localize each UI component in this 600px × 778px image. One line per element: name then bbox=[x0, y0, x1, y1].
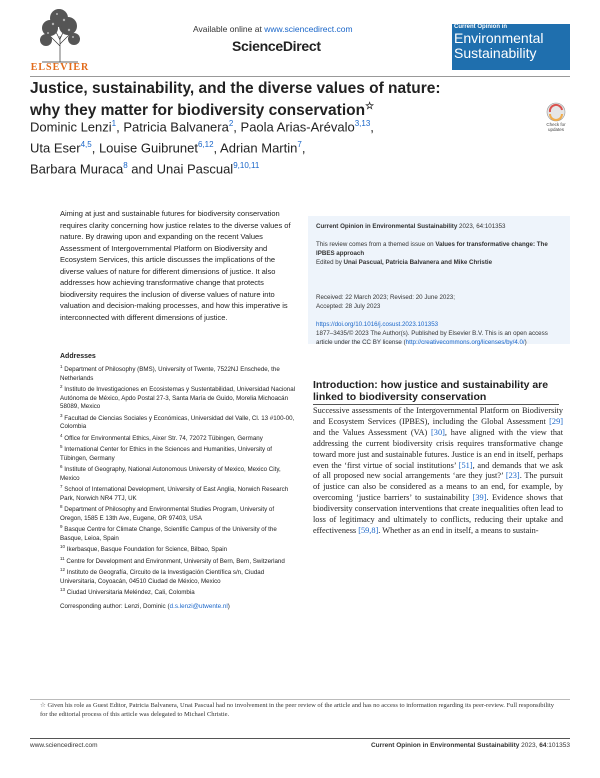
footer-website: www.sciencedirect.com bbox=[30, 742, 98, 749]
header-divider bbox=[30, 76, 570, 77]
intro-heading: Introduction: how justice and sustainability are linked to biodiversity conservation bbox=[313, 379, 549, 403]
author-affiliation-ref[interactable]: 9,10,11 bbox=[233, 160, 260, 170]
info-editors-names: Unai Pascual, Patricia Balvanera and Mike Christie bbox=[343, 259, 493, 266]
author-name: Barbara Muraca bbox=[30, 160, 124, 176]
footer-year: 2023, bbox=[519, 742, 540, 749]
info-dates bbox=[316, 293, 564, 311]
author-separator: , bbox=[91, 140, 99, 156]
citation-link[interactable]: [51] bbox=[458, 460, 473, 470]
license-close: ) bbox=[524, 339, 527, 346]
footer-volume: 64 bbox=[539, 742, 547, 749]
intro-text-6: . Evidence shows that biodiversity conservation interventions that create inequalities often lead to loss of legitimacy and ultimately to conflicts, reducing their uptake and effectiveness bbox=[313, 493, 563, 535]
affiliation-text: Ciudad Universitaria Meléndez, Cali, Colombia bbox=[66, 589, 195, 597]
affiliation-number: 9 bbox=[60, 524, 63, 530]
affiliation-text: Centre for Development and Environment, University of Bern, Bern, Switzerland bbox=[66, 557, 285, 565]
affiliation-item bbox=[60, 543, 298, 555]
author-name: Unai Pascual bbox=[156, 160, 234, 176]
affiliations-heading: Addresses bbox=[60, 353, 96, 360]
title-footnote-star[interactable]: ☆ bbox=[365, 101, 375, 112]
footnote-divider bbox=[30, 699, 570, 700]
affiliation-item bbox=[60, 566, 298, 586]
author-name: Paola Arias-Arévalo bbox=[240, 119, 355, 135]
affiliation-item bbox=[60, 586, 298, 598]
affiliation-text: Instituto de Investigaciones en Ecosistemas y Sustentabilidad, Universidad Nacional Autónoma de México, Apdo Postal 27-3, Santa María de Guido, Morelia Michoacán 58089, Mexico bbox=[60, 386, 296, 411]
affiliation-text: Ikerbasque, Basque Foundation for Science, Bilbao, Spain bbox=[66, 546, 228, 554]
author-separator: , bbox=[116, 119, 124, 135]
affiliation-text: Basque Centre for Climate Change, Scientific Campus of the University of the Basque, Leioa, Spain bbox=[60, 526, 277, 542]
author-affiliation-ref[interactable]: 3,13 bbox=[354, 119, 371, 128]
affiliation-text: International Center for Ethics in the Sciences and Humanities, University of Tübingen, Germany bbox=[60, 446, 272, 462]
intro-text-2: and the Values Assessment (VA) bbox=[313, 427, 432, 437]
affiliations-list bbox=[60, 363, 298, 597]
citation-link[interactable]: [30] bbox=[431, 427, 445, 437]
info-issue-topic: Values for transformative change: The IPBES approach bbox=[316, 241, 548, 257]
affiliation-number: 5 bbox=[60, 444, 63, 450]
article-title-line1: Justice, sustainability, and the diverse values of nature: bbox=[30, 80, 441, 97]
title-footnote: ☆ Given his role as Guest Editor, Patricia Balvanera, Unai Pascual had no involvement in the peer review of the article and has no access to information regarding its peer-review. Full responsibility for the editorial process of this article was delegated to Michael Christie. bbox=[40, 702, 555, 718]
affiliation-text: Instituto de Geografía, Circuito de la Investigación Científica s/n, Ciudad Universitaria, Coyoacán, 04510 Ciudad de México, Mexico bbox=[60, 569, 265, 585]
availability-line bbox=[193, 24, 353, 34]
affiliation-item bbox=[60, 555, 298, 567]
elsevier-tree-logo bbox=[36, 6, 84, 64]
info-received: Received: 22 March 2023; Revised: 20 June 2023; bbox=[316, 294, 455, 301]
info-journal-name: Current Opinion in Environmental Sustainability bbox=[316, 223, 458, 230]
affiliation-number: 6 bbox=[60, 464, 63, 470]
article-info-box bbox=[308, 216, 570, 344]
intro-text-4: , and demands that we ask of all proposed new social arrangements ‘are they just?’ bbox=[313, 460, 563, 481]
affiliation-item bbox=[60, 363, 298, 383]
intro-text-3: , have aligned with the view that addressing the current biodiversity crisis requires transformative change toward more just and sustainable futures. Justice is an end in itself, perhaps even the ‘first virtue of social institutions’ bbox=[313, 427, 563, 470]
info-journal-cite: 2023, 64:101353 bbox=[457, 223, 506, 230]
affiliation-item bbox=[60, 523, 298, 543]
affiliation-item bbox=[60, 463, 298, 483]
license-link[interactable]: http://creativecommons.org/licenses/by/4.0/ bbox=[405, 339, 525, 346]
check-updates-icon bbox=[540, 102, 572, 122]
affiliation-item bbox=[60, 432, 298, 444]
author-separator: , bbox=[213, 140, 221, 156]
info-themed-issue bbox=[316, 240, 564, 258]
author-list bbox=[30, 115, 510, 177]
abstract: Aiming at just and sustainable futures for biodiversity conservation requires clarity concerning how justice relates to the diverse values of nature. By drawing upon and expanding on the recent Values Assessment of Intergovernmental Platform on Biodiversity and Ecosystem Services, this article discusses the implications of the diverse values of nature for different dimensions of justice. It also addresses how achieving transformative change that protects biodiversity requires the inclusion of diverse values of nature into valuation and decision-making processes, and how this imperative is interconnected with different dimensions of justice. bbox=[60, 209, 291, 322]
doi-link[interactable]: https://doi.org/10.1016/j.cosust.2023.101353 bbox=[316, 321, 439, 328]
intro-heading-rule bbox=[313, 404, 559, 405]
affiliation-number: 8 bbox=[60, 504, 63, 510]
license-statement: 1877–3435/© 2023 The Author(s). Published by Elsevier B.V. This is an open access article under the CC BY license ( bbox=[316, 330, 548, 346]
info-issue-prefix: This review comes from a themed issue on bbox=[316, 241, 436, 248]
footer-citation bbox=[330, 742, 570, 749]
availability-prefix: Available online at bbox=[193, 24, 265, 34]
info-editors bbox=[316, 258, 564, 267]
affiliation-number: 3 bbox=[60, 412, 63, 418]
check-for-updates-button[interactable] bbox=[540, 102, 572, 134]
intro-text-7: . Whether as an end in itself, a means to sustain- bbox=[378, 525, 539, 535]
sciencedirect-link[interactable]: www.sciencedirect.com bbox=[264, 24, 353, 34]
affiliation-number: 2 bbox=[60, 384, 63, 390]
author-affiliation-ref[interactable]: 7 bbox=[297, 139, 302, 149]
journal-kicker: Current Opinion in bbox=[454, 24, 507, 30]
citation-link[interactable]: [39] bbox=[472, 493, 487, 503]
affiliation-number: 10 bbox=[60, 544, 66, 550]
sciencedirect-brand: ScienceDirect bbox=[232, 38, 321, 54]
affiliation-number: 12 bbox=[60, 567, 66, 573]
corresponding-email-link[interactable]: d.s.lenzi@utwente.nl bbox=[169, 603, 228, 610]
intro-text-5: . The pursuit of justice can also be considered as a means to an end, for example, by overcoming ‘justice barriers’ to sustainability bbox=[313, 471, 563, 503]
affiliation-item bbox=[60, 412, 298, 432]
author-affiliation-ref[interactable]: 2 bbox=[228, 119, 234, 128]
author-name: Adrian Martin bbox=[220, 140, 298, 156]
affiliation-number: 11 bbox=[60, 555, 65, 561]
info-journal bbox=[316, 222, 564, 231]
footer-journal: Current Opinion in Environmental Sustainability bbox=[370, 742, 520, 749]
affiliation-item bbox=[60, 483, 298, 503]
info-accepted: Accepted: 28 July 2023 bbox=[316, 303, 381, 310]
journal-title-line2: Sustainability bbox=[454, 45, 537, 61]
affiliation-text: Department of Philosophy and Environmental Studies Program, University of Oregon, 1585 E 13th Ave, Eugene, OR 97403, USA bbox=[60, 506, 275, 522]
author-separator: and bbox=[127, 160, 157, 176]
affiliation-item bbox=[60, 503, 298, 523]
citation-link[interactable]: [29] bbox=[549, 416, 563, 426]
article-title-line2: why they matter for biodiversity conservation bbox=[30, 102, 366, 120]
publisher-name: ELSEVIER bbox=[30, 62, 90, 73]
affiliation-text: Facultad de Ciencias Sociales y Económicas, Universidad del Valle, Cl. 13 #100-00, Colombia bbox=[60, 414, 295, 431]
corresponding-prefix: Corresponding author: Lenzi, Dominic ( bbox=[60, 603, 170, 610]
check-updates-label: Check for updates bbox=[546, 122, 566, 132]
author-name: Uta Eser bbox=[30, 140, 81, 156]
author-separator: , bbox=[370, 119, 374, 135]
author-affiliation-ref[interactable]: 1 bbox=[111, 119, 117, 128]
info-editors-prefix: Edited by bbox=[316, 259, 344, 266]
citation-link[interactable]: [23] bbox=[505, 471, 520, 481]
author-name: Dominic Lenzi bbox=[30, 119, 112, 135]
license-text bbox=[316, 329, 564, 347]
author-affiliation-ref[interactable]: 8 bbox=[123, 160, 128, 170]
journal-title-line1: Environmental bbox=[454, 30, 544, 46]
affiliation-text: School of International Development, University of East Anglia, Norwich Research Park, Norwich NR4 7TJ, UK bbox=[60, 486, 289, 502]
author-name: Louise Guibrunet bbox=[98, 140, 198, 156]
author-affiliation-ref[interactable]: 4,5 bbox=[80, 139, 92, 149]
author-name: Patricia Balvanera bbox=[123, 119, 229, 135]
footer-divider bbox=[30, 738, 570, 739]
footer-page: :101353 bbox=[546, 742, 570, 749]
intro-paragraph bbox=[313, 406, 563, 537]
author-affiliation-ref[interactable]: 6,12 bbox=[197, 139, 214, 149]
affiliation-text: Institute of Geography, National Autonomous University of Mexico, Mexico City, Mexico bbox=[60, 466, 281, 482]
affiliation-number: 4 bbox=[60, 432, 63, 438]
author-separator: , bbox=[301, 140, 306, 156]
corresponding-suffix: ) bbox=[227, 603, 230, 610]
affiliation-number: 1 bbox=[60, 364, 63, 370]
info-doi-license bbox=[316, 320, 564, 347]
affiliation-text: Office for Environmental Ethics, Aixer Str. 74, 72072 Tübingen, Germany bbox=[64, 434, 263, 442]
affiliations bbox=[60, 353, 298, 598]
citation-link[interactable]: [59,8] bbox=[358, 525, 379, 535]
affiliation-item bbox=[60, 443, 298, 463]
journal-banner bbox=[452, 24, 570, 70]
affiliation-item bbox=[60, 383, 298, 411]
affiliation-text: Department of Philosophy (BMS), University of Twente, 7522NJ Enschede, the Netherlands bbox=[60, 366, 280, 382]
affiliation-number: 7 bbox=[60, 484, 63, 490]
intro-text-1: Successive assessments of the Intergovernmental Platform on Biodiversity and Ecosystem Services (IPBES), including the Global Assessment bbox=[313, 406, 563, 426]
corresponding-author bbox=[60, 603, 300, 610]
affiliation-number: 13 bbox=[60, 587, 66, 593]
author-separator: , bbox=[233, 119, 241, 135]
